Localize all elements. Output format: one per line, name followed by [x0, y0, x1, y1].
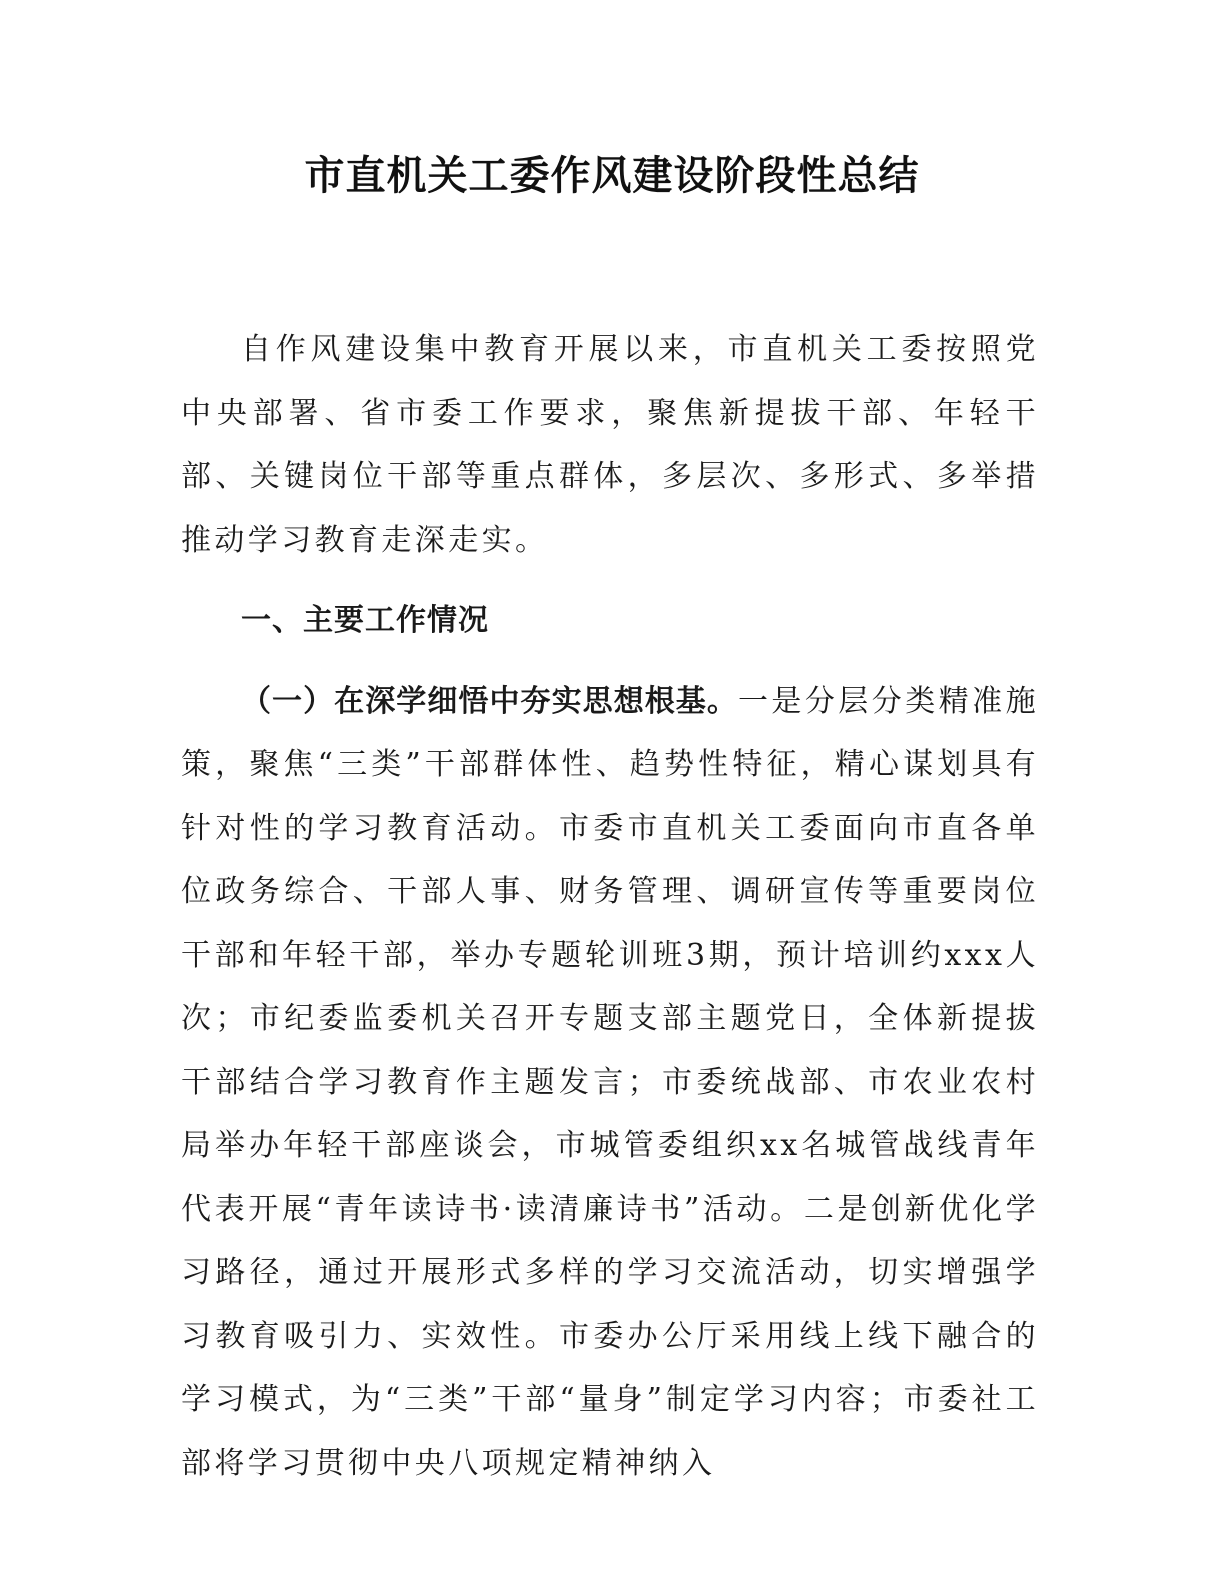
subsection-lead-heading: （一）在深学细悟中夯实思想根基。 [241, 683, 738, 719]
subsection-paragraph [181, 670, 1039, 1496]
section-heading: 一、主要工作情况 [241, 603, 489, 638]
subsection-body-text: 一是分层分类精准施策，聚焦“三类”干部群体性、趋势性特征，精心谋划具有针对性的学习教育活动。市委市直机关工委面向市直各单位政务综合、干部人事、财务管理、调研宣传等重要岗位干部和年轻干部，举办专题轮训班3期，预计培训约xxx人次；市纪委监委机关召开专题支部主题党日，全体新提拔干部结合学习教育作主题发言；市委统战部、市农业农村局举办年轻干部座谈会，市城管委组织xx名城管战线青年代表开展“青年读诗书·读清廉诗书”活动。二是创新优化学习路径，通过开展形式多样的学习交流活动，切实增强学习教育吸引力、实效性。市委办公厅采用线上线下融合的学习模式，为“三类”干部“量身”制定学习内容；市委社工部将学习贯彻中央八项规定精神纳入 [181, 683, 1040, 1481]
intro-paragraph: 自作风建设集中教育开展以来，市直机关工委按照党中央部署、省市委工作要求，聚焦新提拔干部、年轻干部、关键岗位干部等重点群体，多层次、多形式、多举措推动学习教育走深走实。 [181, 332, 1039, 558]
document-title: 市直机关工委作风建设阶段性总结 [304, 153, 920, 199]
document-body [181, 318, 1039, 1495]
